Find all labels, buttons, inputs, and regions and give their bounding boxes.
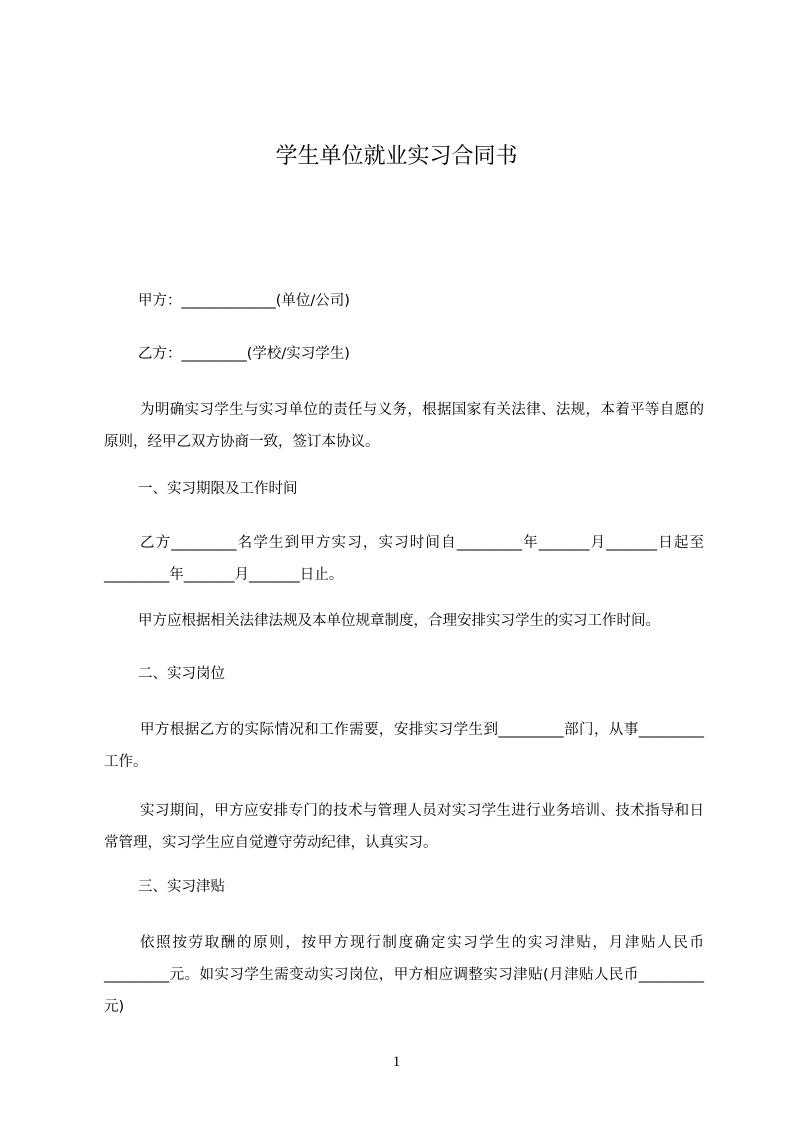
section-2-training-paragraph: 实习期间，甲方应安排专门的技术与管理人员对实习学生进行业务培训、技术指导和日常管理，实习学生应自觉遵守劳动纪律，认真实习。: [104, 803, 704, 851]
section-1-heading: 一、实习期限及工作时间: [138, 481, 298, 497]
section-2-heading: 二、实习岗位: [138, 666, 225, 682]
section-2-position-paragraph: 甲方根据乙方的实际情况和工作需要，安排实习学生到_________部门，从事_________工作。: [104, 722, 704, 770]
section-1-hours-paragraph: 甲方应根据相关法律法规及本单位规章制度，合理安排实习学生的实习工作时间。: [138, 613, 660, 629]
section-1-term-paragraph: 乙方_________名学生到甲方实习，实习时间自_________年_______月_______日起至_________年_______月_______日止。: [104, 535, 704, 583]
section-3-allowance-paragraph: 依照按劳取酬的原则，按甲方现行制度确定实习学生的实习津贴，月津贴人民币_________元。如实习学生需变动实习岗位，甲方相应调整实习津贴(月津贴人民币_________元): [104, 935, 704, 1015]
party-b-line: 乙方：_________(学校/实习学生): [138, 346, 350, 362]
document-title: 学生单位就业实习合同书: [275, 144, 518, 169]
section-3-heading: 三、实习津贴: [138, 879, 225, 895]
intro-paragraph: 为明确实习学生与实习单位的责任与义务，根据国家有关法律、法规，本着平等自愿的原则，经甲乙双方协商一致，签订本协议。: [104, 402, 704, 450]
page-number: 1: [392, 1054, 401, 1070]
party-a-line: 甲方：_____________(单位/公司): [138, 293, 350, 309]
